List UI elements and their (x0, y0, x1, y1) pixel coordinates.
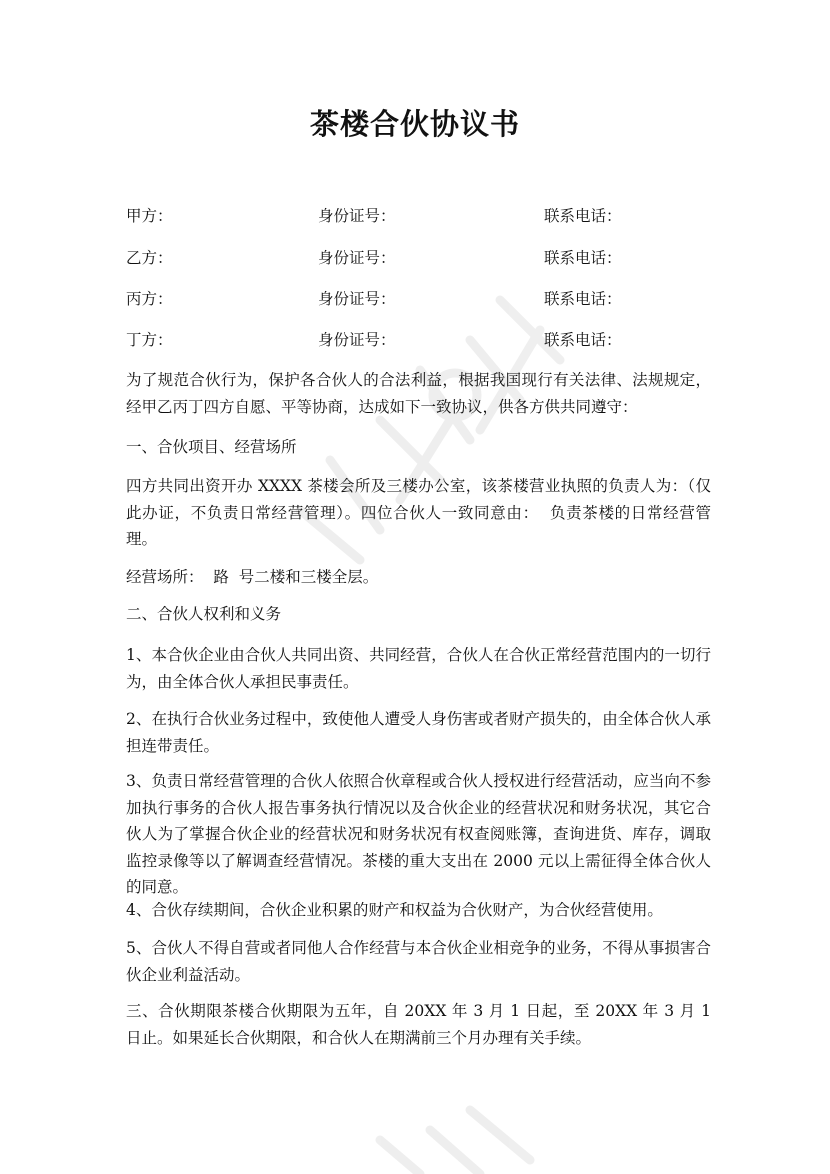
party-phone-label: 联系电话： (544, 249, 622, 267)
party-name-label: 甲方： (126, 207, 173, 225)
party-id-label: 身份证号： (318, 290, 396, 308)
party-name-label: 乙方： (126, 249, 173, 267)
clause-5-paragraph: 5、合伙人不得自营或者同他人合作经营与本合伙企业相竞争的业务，不得从事损害合伙企业利益活动。 (126, 939, 711, 984)
party-name-label: 丙方： (126, 290, 173, 308)
clause-1-paragraph: 1、本合伙企业由合伙人共同出资、共同经营，合伙人在合伙正常经营范围内的一切行为，由全体合伙人承担民事责任。 (126, 646, 711, 691)
party-id-label: 身份证号： (318, 331, 396, 349)
intro-paragraph: 为了规范合伙行为，保护各合伙人的合法利益，根据我国现行有关法律、法规规定，经甲乙丙丁四方自愿、平等协商，达成如下一致协议，供各方供共同遵守： (126, 371, 711, 416)
business-location-paragraph: 经营场所： 路 号二楼和三楼全层。 (126, 568, 379, 586)
section-1-paragraph: 四方共同出资开办 XXXX 茶楼会所及三楼办公室，该茶楼营业执照的负责人为：（仅此办证，不负责日常经营管理）。四位合伙人一致同意由： 负责茶楼的日常经营管理。 (126, 477, 711, 548)
party-phone-label: 联系电话： (544, 290, 622, 308)
section-3-paragraph: 三、合伙期限茶楼合伙期限为五年，自 20XX 年 3 月 1 日起，至 20XX 年 3 月 1 日止。如果延长合伙期限，和合伙人在期满前三个月办理有关手续。 (126, 1002, 716, 1047)
party-id-label: 身份证号： (318, 249, 396, 267)
clause-2-paragraph: 2、在执行合伙业务过程中，致使他人遭受人身伤害或者财产损失的，由全体合伙人承担连带责任。 (126, 710, 711, 755)
party-name-label: 丁方： (126, 331, 173, 349)
watermark-mark-lower (380, 1110, 530, 1174)
section-heading-2: 二、合伙人权利和义务 (126, 605, 282, 623)
party-phone-label: 联系电话： (544, 207, 622, 225)
clause-4-paragraph: 4、合伙存续期间，合伙企业积累的财产和权益为合伙财产，为合伙经营使用。 (126, 901, 663, 919)
party-row-ding (126, 325, 726, 355)
party-row-bing (126, 284, 726, 314)
section-heading-1: 一、合伙项目、经营场所 (126, 438, 297, 456)
party-phone-label: 联系电话： (544, 331, 622, 349)
party-row-yi (126, 243, 726, 273)
party-row-jia (126, 201, 726, 231)
document-title: 茶楼合伙协议书 (309, 107, 520, 141)
party-id-label: 身份证号： (318, 207, 396, 225)
clause-3-paragraph: 3、负责日常经营管理的合伙人依照合伙章程或合伙人授权进行经营活动，应当向不参加执行事务的合伙人报告事务执行情况以及合伙企业的经营状况和财务状况，其它合伙人为了掌握合伙企业的经营状况和财务状况有权查阅账簿，查询进货、库存，调取监控录像等以了解调查经营情况。茶楼的重大支出在 2000 元以上需征得全体合伙人的同意。 (126, 772, 711, 896)
